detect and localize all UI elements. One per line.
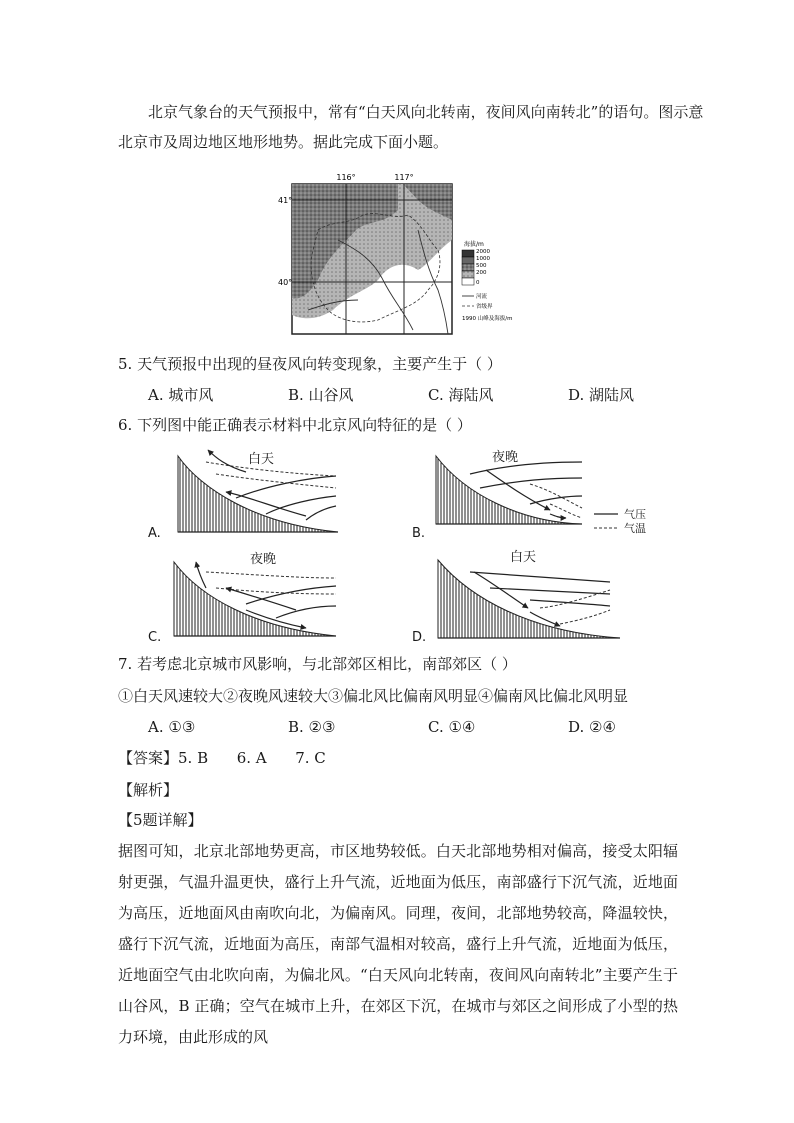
legend-border: 省级界 (476, 304, 493, 310)
diagram-d-title: 白天 (510, 550, 537, 565)
diagram-a (146, 444, 346, 544)
intro-line-1: 北京气象台的天气预报中，常有“白天风向北转南，夜间风向南转北”的语句。图示意 (148, 103, 704, 121)
q7-stem: 7. 若考虑北京城市风影响，与北部郊区相比，南部郊区（ ） (118, 655, 517, 673)
q5-stem: 5. 天气预报中出现的昼夜风向转变现象，主要产生于（ ） (118, 355, 502, 373)
legend-title: 海拔/m (464, 241, 484, 248)
legend-level: 500 (476, 263, 487, 269)
diagram-a-letter: A. (148, 526, 161, 541)
diagram-b-title: 夜晚 (492, 450, 519, 465)
legend-river: 河流 (476, 294, 488, 300)
legend-level: 200 (476, 270, 487, 276)
diagram-b (410, 444, 660, 544)
diagram-a-title: 白天 (248, 452, 275, 467)
diagram-c-figure (146, 548, 346, 648)
legend-level: 1000 (476, 256, 490, 262)
legend-level: 2000 (476, 249, 490, 255)
q7-option-b: B. ②③ (288, 718, 336, 736)
diagram-c-title: 夜晚 (250, 552, 277, 567)
q7-options (148, 717, 708, 737)
diagram-b-letter: B. (412, 526, 426, 541)
detail-text: 据图可知，北京北部地势更高，市区地势较低。白天北部地势相对偏高，接受太阳辐射更强，气温升温更快，盛行上升气流，近地面为低压，南部盛行下沉气流，近地面为高压，近地面风由南吹向北，为偏南风。同理，夜间，北部地势较高，降温较快，盛行下沉气流，近地面为高压，南部气温相对较高，盛行上升气流，近地面为低压，近地面空气由北吹向南，为偏北风。“白天风向北转南，夜间风向南转北”主要产生于山谷风，B 正确；空气在城市上升，在郊区下沉，在城市与郊区之间形成了小型的热力环境，由此形成的风 (118, 842, 678, 1046)
q7-option-d: D. ②④ (568, 718, 616, 736)
q7-option-a: A. ①③ (148, 718, 196, 736)
map-legend (462, 240, 512, 322)
q5-option-a: A. 城市风 (148, 386, 214, 404)
diagram-c-letter: C. (148, 630, 162, 645)
intro-line-2: 北京市及周边地区地形地势。据此完成下面小题。 (118, 133, 449, 151)
analysis-label: 【解析】 (118, 781, 179, 799)
q6-stem: 6. 下列图中能正确表示材料中北京风向特征的是（ ） (118, 416, 472, 434)
legend-pressure: 气压 (624, 508, 646, 521)
map-lat-label: 41° (278, 196, 293, 205)
diagram-c (146, 548, 346, 648)
diagram-b-figure (410, 444, 660, 544)
q5-option-d: D. 湖陆风 (568, 386, 635, 404)
answer-line: 【答案】5. B 6. A 7. C (118, 749, 326, 767)
q7-option-c: C. ①④ (428, 718, 476, 736)
diagram-d-letter: D. (412, 630, 427, 645)
q5-option-b: B. 山谷风 (288, 386, 354, 404)
map-lon-label: 116° (336, 173, 356, 182)
q5-option-c: C. 海陆风 (428, 386, 494, 404)
legend-peak: 1990 山峰及海拔/m (462, 316, 513, 322)
diagram-d (410, 548, 660, 648)
detail-label: 【5题详解】 (118, 811, 203, 829)
legend-level: 0 (476, 280, 480, 286)
q5-options (148, 385, 708, 405)
map-lon-label: 117° (394, 173, 414, 182)
legend-temperature: 气温 (624, 522, 646, 535)
q7-statements: ①白天风速较大②夜晚风速较大③偏北风比偏南风明显④偏南风比偏北风明显 (118, 687, 629, 705)
terrain-map (278, 170, 528, 340)
diagram-a-figure (146, 444, 346, 544)
map-lat-label: 40° (278, 278, 293, 287)
